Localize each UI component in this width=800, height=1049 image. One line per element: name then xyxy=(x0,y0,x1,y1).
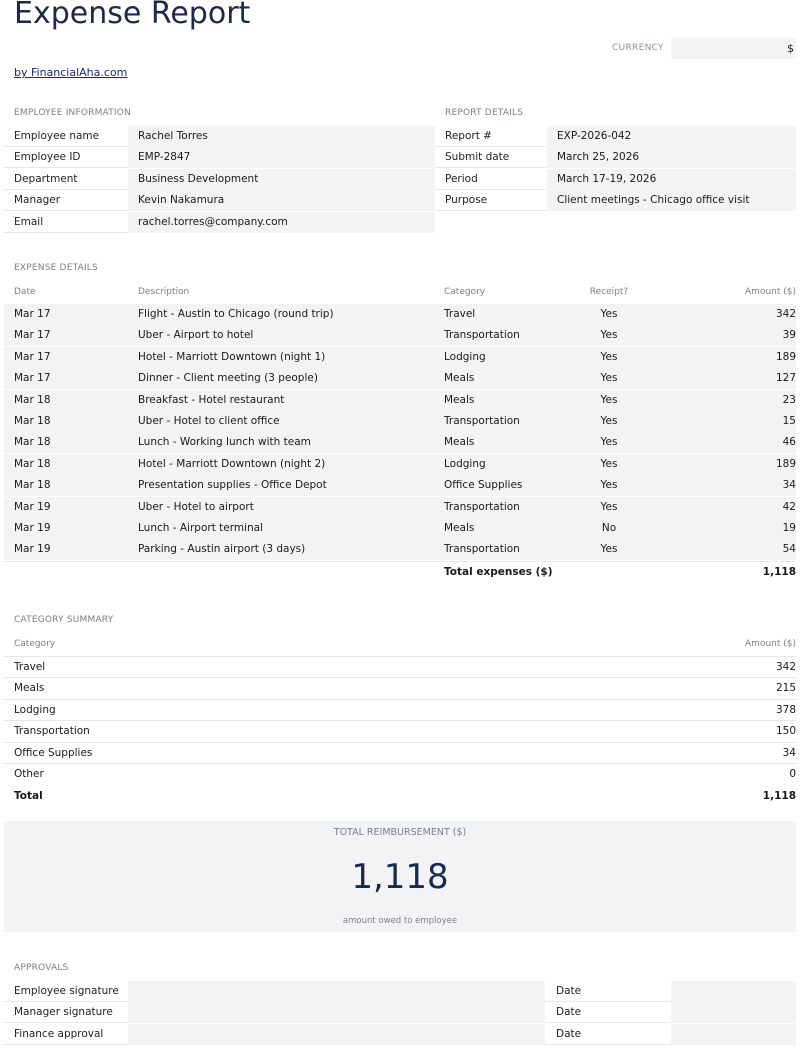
employee-field-value[interactable]: Business Development xyxy=(128,169,435,190)
currency-label: CURRENCY xyxy=(612,43,664,53)
employee-field-label: Employee name xyxy=(14,130,100,142)
report-field-row xyxy=(435,147,796,168)
summary-category: Office Supplies xyxy=(14,746,93,759)
expense-amount[interactable]: 42 xyxy=(782,500,796,513)
summary-row xyxy=(4,656,796,677)
employee-field-label: Email xyxy=(14,215,44,228)
expense-receipt[interactable]: Yes xyxy=(600,308,618,320)
expense-category[interactable]: Travel xyxy=(444,308,476,320)
currency-input[interactable]: $ xyxy=(671,38,796,59)
expense-category[interactable]: Transportation xyxy=(444,415,520,427)
employee-section-label: EMPLOYEE INFORMATION xyxy=(14,108,131,118)
expense-description[interactable]: Breakfast - Hotel restaurant xyxy=(138,393,285,406)
approval-row xyxy=(4,1002,796,1023)
employee-field-row xyxy=(4,190,435,211)
report-field-value[interactable]: March 25, 2026 xyxy=(547,147,796,168)
table-row xyxy=(4,411,796,432)
employee-field-row xyxy=(4,212,435,233)
expense-description[interactable]: Uber - Airport to hotel xyxy=(138,329,254,342)
report-section-label: REPORT DETAILS xyxy=(445,108,524,118)
expense-description[interactable]: Hotel - Marriott Downtown (night 2) xyxy=(138,457,326,470)
summary-row xyxy=(4,742,796,763)
summary-amount: 34 xyxy=(782,746,796,759)
expense-description[interactable]: Lunch - Working lunch with team xyxy=(138,436,311,449)
expense-description[interactable]: Hotel - Marriott Downtown (night 1) xyxy=(138,350,326,363)
expense-category[interactable]: Office Supplies xyxy=(444,479,523,492)
table-row xyxy=(4,368,796,389)
employee-field-label: Employee ID xyxy=(14,151,81,164)
approval-date-label: Date xyxy=(556,1027,582,1040)
report-field-value[interactable]: March 17-19, 2026 xyxy=(547,169,796,190)
expense-date[interactable]: Mar 18 xyxy=(14,393,51,406)
employee-field-label: Manager xyxy=(14,194,61,207)
table-row xyxy=(4,304,796,325)
expense-receipt[interactable]: Yes xyxy=(600,372,618,385)
report-field-row xyxy=(435,190,796,211)
column-header-date: Date xyxy=(14,287,36,297)
expense-amount[interactable]: 34 xyxy=(782,479,796,492)
expense-amount[interactable]: 39 xyxy=(782,329,796,342)
report-field-label: Period xyxy=(445,172,478,185)
column-header-receipt: Receipt? xyxy=(589,287,629,297)
summary-total-value: 1,118 xyxy=(762,790,796,802)
expense-receipt[interactable]: Yes xyxy=(600,350,618,363)
expense-description[interactable]: Dinner - Client meeting (3 people) xyxy=(138,372,318,385)
column-header-description: Description xyxy=(138,287,190,297)
approvals-section-label: APPROVALS xyxy=(14,963,69,973)
employee-field-value[interactable]: Rachel Torres xyxy=(128,126,435,147)
summary-section-label: CATEGORY SUMMARY xyxy=(14,615,114,625)
expense-receipt[interactable]: Yes xyxy=(600,500,618,513)
expense-description[interactable]: Uber - Hotel to airport xyxy=(138,500,254,513)
expense-date[interactable]: Mar 19 xyxy=(14,543,51,556)
summary-header-category: Category xyxy=(14,639,56,649)
expense-category[interactable]: Lodging xyxy=(444,350,486,363)
summary-amount: 215 xyxy=(775,682,796,695)
employee-field-row xyxy=(4,169,435,190)
employee-field-value[interactable]: rachel.torres@company.com xyxy=(128,212,435,233)
expense-section-label: EXPENSE DETAILS xyxy=(14,263,98,273)
expense-receipt[interactable]: Yes xyxy=(600,479,618,492)
signature-field[interactable] xyxy=(128,1024,545,1045)
expense-category[interactable]: Transportation xyxy=(444,329,520,342)
expense-category[interactable]: Transportation xyxy=(444,543,520,556)
reimbursement-value: 1,118 xyxy=(351,857,449,897)
expense-category[interactable]: Lodging xyxy=(444,457,486,470)
expense-description[interactable]: Parking - Austin airport (3 days) xyxy=(138,543,306,556)
employee-field-value[interactable]: Kevin Nakamura xyxy=(128,190,435,211)
expense-total-row xyxy=(4,561,796,582)
summary-total-row xyxy=(4,786,796,807)
report-field-row xyxy=(435,169,796,190)
expense-date[interactable]: Mar 17 xyxy=(14,329,51,342)
approval-date-field[interactable] xyxy=(671,1024,796,1045)
expense-amount[interactable]: 54 xyxy=(782,543,796,556)
expense-amount[interactable]: 23 xyxy=(782,393,796,406)
summary-header-row xyxy=(4,634,796,655)
expense-receipt[interactable]: No xyxy=(601,522,617,534)
summary-row xyxy=(4,677,796,698)
expense-receipt[interactable]: Yes xyxy=(600,393,618,406)
expense-amount[interactable]: 19 xyxy=(782,522,796,534)
summary-category: Other xyxy=(14,768,44,780)
approval-date-label: Date xyxy=(556,1006,582,1019)
column-header-amount: Amount ($) xyxy=(745,287,796,297)
employee-field-value[interactable]: EMP-2847 xyxy=(128,147,435,168)
approval-date-field[interactable] xyxy=(671,981,796,1002)
expense-date[interactable]: Mar 18 xyxy=(14,457,51,470)
expense-amount[interactable]: 127 xyxy=(775,372,796,385)
table-row xyxy=(4,325,796,346)
table-row xyxy=(4,390,796,411)
report-field-value[interactable]: Client meetings - Chicago office visit xyxy=(547,190,796,211)
expense-description[interactable]: Flight - Austin to Chicago (round trip) xyxy=(138,308,334,320)
expense-category[interactable]: Meals xyxy=(444,522,475,534)
table-row xyxy=(4,497,796,518)
expense-date[interactable]: Mar 17 xyxy=(14,350,51,363)
expense-description[interactable]: Uber - Hotel to client office xyxy=(138,415,280,427)
expense-description[interactable]: Presentation supplies - Office Depot xyxy=(138,479,327,492)
summary-category: Transportation xyxy=(14,725,90,738)
summary-amount: 342 xyxy=(775,661,796,673)
report-field-label: Purpose xyxy=(445,194,488,207)
signature-field[interactable] xyxy=(128,1002,545,1023)
reimbursement-caption: amount owed to employee xyxy=(342,916,458,926)
employee-field-row xyxy=(4,147,435,168)
summary-category: Lodging xyxy=(14,703,56,716)
approval-label: Manager signature xyxy=(14,1006,113,1019)
expense-receipt[interactable]: Yes xyxy=(600,543,618,556)
expense-header-row xyxy=(4,282,796,303)
expense-category[interactable]: Transportation xyxy=(444,500,520,513)
report-field-row xyxy=(435,126,796,147)
expense-amount[interactable]: 189 xyxy=(775,350,796,363)
approval-row xyxy=(4,981,796,1002)
approval-date-label: Date xyxy=(556,985,582,997)
expense-date[interactable]: Mar 17 xyxy=(14,308,51,320)
expense-date[interactable]: Mar 18 xyxy=(14,436,51,449)
summary-amount: 378 xyxy=(775,703,796,716)
expense-amount[interactable]: 189 xyxy=(775,457,796,470)
summary-category: Meals xyxy=(14,682,45,695)
byline-link[interactable]: by FinancialAha.com xyxy=(14,66,128,79)
table-row xyxy=(4,539,796,560)
report-field-label: Report # xyxy=(445,130,492,142)
summary-total-label: Total xyxy=(14,790,43,802)
expense-description[interactable]: Lunch - Airport terminal xyxy=(138,522,264,534)
expense-amount[interactable]: 46 xyxy=(782,436,796,449)
table-row xyxy=(4,432,796,453)
table-row xyxy=(4,454,796,475)
employee-field-label: Department xyxy=(14,172,78,185)
summary-category: Travel xyxy=(14,661,46,673)
expense-receipt[interactable]: Yes xyxy=(600,457,618,470)
approval-date-field[interactable] xyxy=(671,1002,796,1023)
employee-field-row xyxy=(4,126,435,147)
expense-total-value: 1,118 xyxy=(762,566,796,578)
approval-row xyxy=(4,1024,796,1045)
expense-date[interactable]: Mar 17 xyxy=(14,372,51,385)
table-row xyxy=(4,518,796,539)
expense-amount[interactable]: 15 xyxy=(782,415,796,427)
table-row xyxy=(4,475,796,496)
expense-receipt[interactable]: Yes xyxy=(600,415,618,427)
expense-category[interactable]: Meals xyxy=(444,372,475,385)
summary-amount: 0 xyxy=(789,768,796,780)
column-header-category: Category xyxy=(444,287,486,297)
signature-field[interactable] xyxy=(128,981,545,1002)
summary-row xyxy=(4,720,796,741)
expense-amount[interactable]: 342 xyxy=(775,308,796,320)
expense-receipt[interactable]: Yes xyxy=(600,329,618,342)
approval-label: Employee signature xyxy=(14,985,119,997)
expense-receipt[interactable]: Yes xyxy=(600,436,618,449)
expense-category[interactable]: Meals xyxy=(444,436,475,449)
report-field-value[interactable]: EXP-2026-042 xyxy=(547,126,796,147)
page-title: Expense Report xyxy=(14,0,251,31)
expense-date[interactable]: Mar 18 xyxy=(14,479,51,492)
expense-total-label: Total expenses ($) xyxy=(444,566,553,578)
expense-date[interactable]: Mar 18 xyxy=(14,415,51,427)
approval-label: Finance approval xyxy=(14,1027,104,1040)
table-row xyxy=(4,347,796,368)
expense-date[interactable]: Mar 19 xyxy=(14,522,51,534)
summary-row xyxy=(4,763,796,784)
reimbursement-panel xyxy=(4,821,796,932)
summary-header-amount: Amount ($) xyxy=(745,639,796,649)
expense-category[interactable]: Meals xyxy=(444,393,475,406)
summary-amount: 150 xyxy=(775,725,796,738)
expense-date[interactable]: Mar 19 xyxy=(14,500,51,513)
report-field-label: Submit date xyxy=(445,151,510,164)
summary-row xyxy=(4,699,796,720)
reimbursement-label: TOTAL REIMBURSEMENT ($) xyxy=(333,827,467,838)
